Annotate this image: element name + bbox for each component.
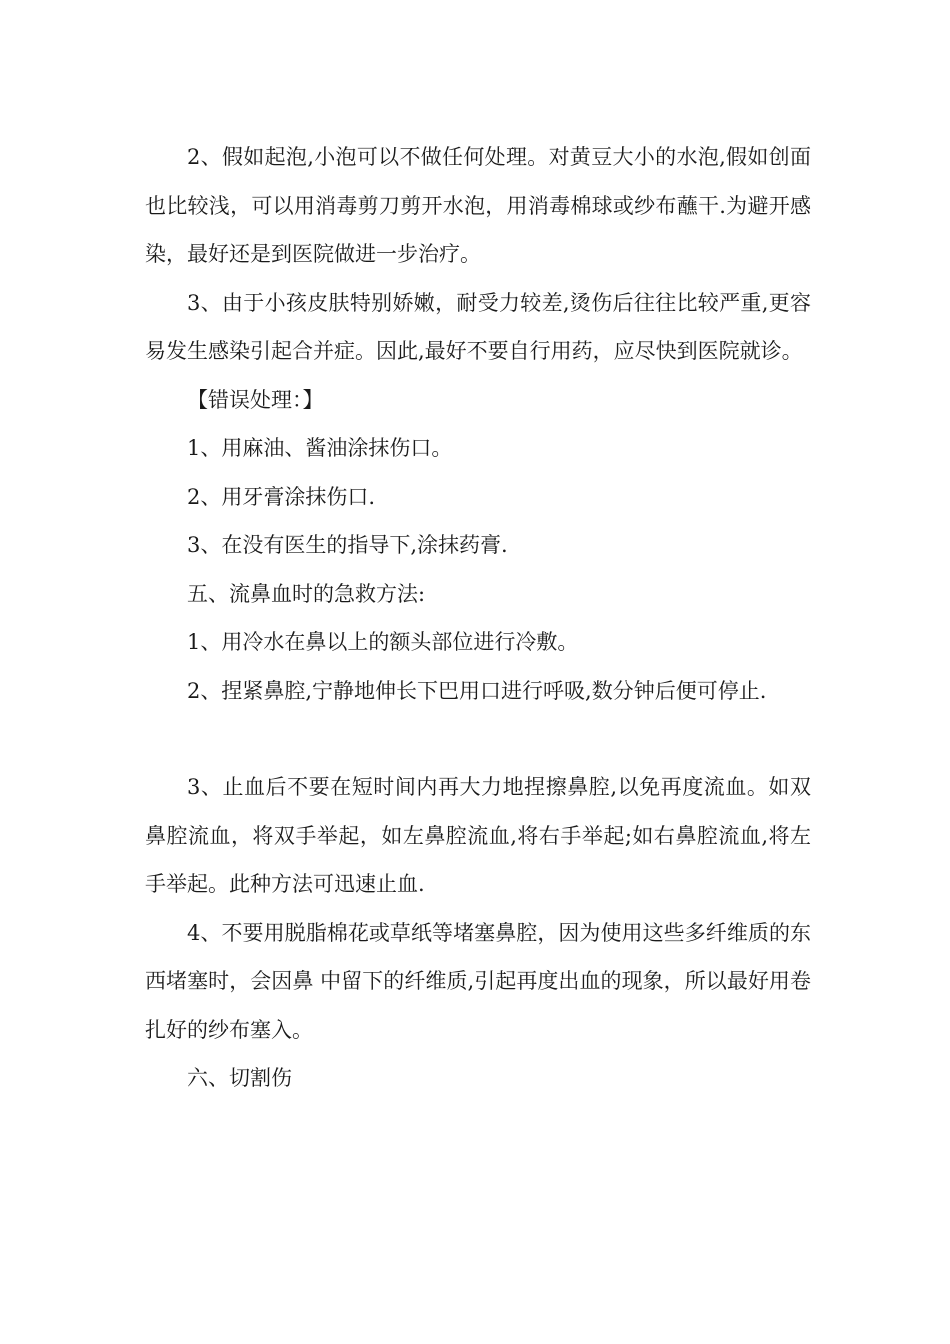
list-item-wrong-1: 1、用麻油、酱油涂抹伤口。 — [187, 436, 453, 460]
list-item-wrong-2: 2、用牙膏涂抹伤口. — [187, 484, 376, 509]
paragraph-children-burns: 3、由于小孩皮肤特别娇嫩，耐受力较差,烫伤后往往比较严重,更容易发生感染引起合并症。因此,最好不要自行用药，应尽快到医院就诊。 — [145, 290, 811, 363]
heading-wrong-treatment: 【错误处理：】 — [187, 387, 324, 412]
blank-line — [145, 715, 811, 763]
list-item-wrong-3: 3、在没有医生的指导下,涂抹药膏. — [187, 533, 508, 557]
heading-cuts: 六、切割伤 — [187, 1066, 292, 1090]
paragraph-blister-treatment: 2、假如起泡,小泡可以不做任何处理。对黄豆大小的水泡,假如创面也比较浅，可以用消毒剪刀剪开水泡，用消毒棉球或纱布蘸干.为避开感染，最好还是到医院做进一步治疗。 — [145, 145, 811, 266]
list-item-nosebleed-4: 4、不要用脱脂棉花或草纸等堵塞鼻腔，因为使用这些多纤维质的东西堵塞时，会因鼻 中留下的纤维质,引起再度出血的现象，所以最好用卷扎好的纱布塞入。 — [145, 920, 811, 1042]
document-body — [145, 133, 811, 1103]
list-item-nosebleed-1: 1、用冷水在鼻以上的额头部位进行冷敷。 — [187, 630, 579, 654]
list-item-nosebleed-2: 2、捏紧鼻腔,宁静地伸长下巴用口进行呼吸,数分钟后便可停止. — [187, 678, 767, 703]
list-item-nosebleed-3: 3、止血后不要在短时间内再大力地捏擦鼻腔,以免再度流血。如双鼻腔流血，将双手举起，如左鼻腔流血,将右手举起;如右鼻腔流血,将左手举起。此种方法可迅速止血. — [145, 775, 811, 896]
heading-nosebleed: 五、流鼻血时的急救方法: — [187, 581, 426, 606]
